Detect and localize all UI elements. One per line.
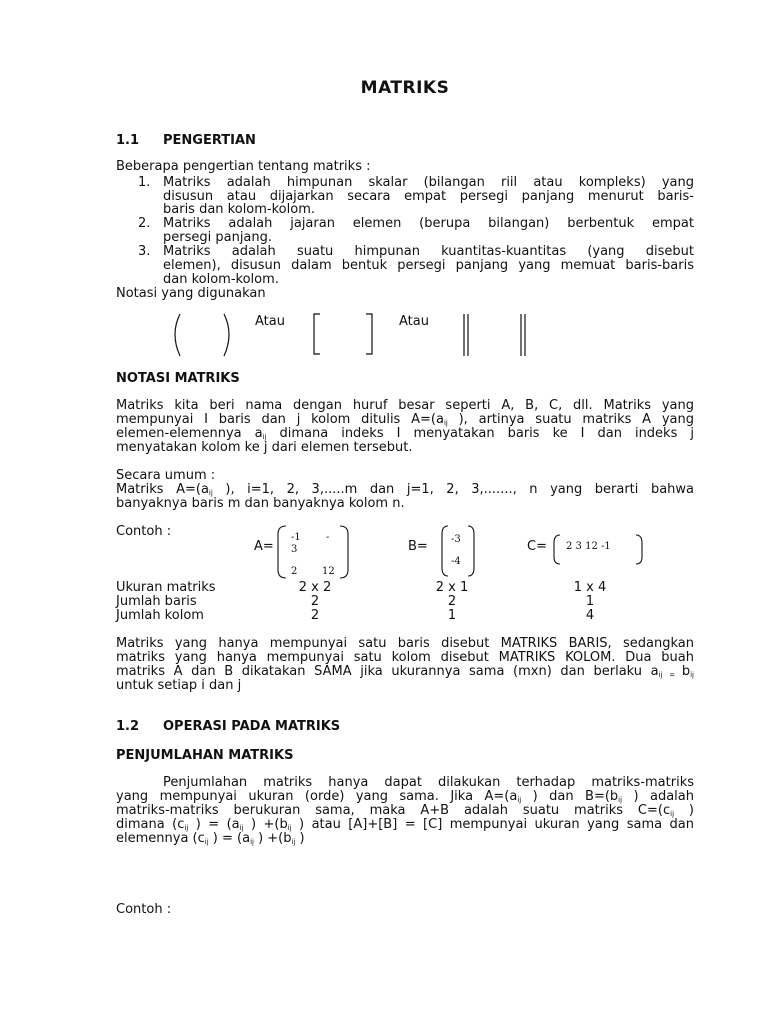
list-item-2-line-2: persegi panjang. [163, 230, 273, 245]
paren-bracket-icon [168, 312, 238, 358]
notasi-heading: NOTASI MATRIKS [116, 371, 240, 386]
info-row-3-a: 2 [310, 608, 320, 623]
notasi-para-line-3: elemen-elemennya $a_{ij}$ dimana indeks I menyatakan baris ke I dan indeks j [116, 426, 694, 441]
baris-kolom-line-3: matriks A dan B dikatakan SAMA jika ukurannya sama (mxn) dan berlaku $a_{ij}$ $_=$ $b_{ij}$ [116, 664, 694, 679]
penjumlahan-line-5: elemennya ($c_{ij}$ ) = ($a_{ij}$ ) $+(b_{ij}$ ) [116, 831, 305, 846]
matrix-a-r1c3: 3 [291, 544, 298, 555]
contoh-label: Contoh : [116, 524, 172, 539]
penjumlahan-line-1: Penjumlahan matriks hanya dapat dilakukan terhadap matriks-matriks [163, 775, 694, 790]
penjumlahan-line-4: dimana ($c_{ij}$ ) = ($a_{ij}$ ) $+(b_{ij}$ ) atau [A]+[B] = [C] mempunyai ukuran yang sama dan [116, 817, 694, 832]
list-item-3-line-3: dan kolom-kolom. [163, 272, 279, 287]
list-number-2: 2. [138, 216, 151, 231]
info-row-2-c: 1 [585, 594, 595, 609]
matrix-b-r2: -4 [451, 556, 461, 567]
matrix-a-r1c2: - [326, 532, 330, 543]
baris-kolom-line-1: Matriks yang hanya mempunyai satu baris disebut MATRIKS BARIS, sedangkan [116, 636, 694, 651]
section-1-2-number: 1.2 [116, 719, 140, 734]
info-row-2-a: 2 [310, 594, 320, 609]
info-row-2-label: Jumlah baris [116, 594, 197, 609]
info-row-1-label: Ukuran matriks [116, 580, 216, 595]
matrix-c-label: C= [527, 539, 547, 554]
list-number-1: 1. [138, 175, 151, 190]
atau-label-2: Atau [399, 314, 429, 329]
baris-kolom-line-2: matriks yang hanya mempunyai satu kolom disebut MATRIKS KOLOM. Dua buah [116, 650, 694, 665]
info-row-1-a: 2 x 2 [298, 580, 332, 595]
list-item-2-line-1: Matriks adalah jajaran elemen (berupa bilangan) berbentuk empat [163, 216, 694, 231]
square-bracket-icon [310, 312, 380, 358]
info-row-2-b: 2 [447, 594, 457, 609]
notasi-para-line-1: Matriks kita beri nama dengan huruf besar seperti A, B, C, dll. Matriks yang [116, 398, 694, 413]
notasi-para-line-4: menyatakan kolom ke j dari elemen tersebut. [116, 440, 413, 455]
list-number-3: 3. [138, 244, 151, 259]
matrix-b-bracket-icon [440, 524, 480, 580]
double-bar-icon [460, 312, 540, 358]
penjumlahan-line-3: matriks-matriks berukuran sama, maka A+B adalah suatu matriks $C=(c_{ij}$ ) [116, 803, 694, 818]
penjumlahan-heading: PENJUMLAHAN MATRIKS [116, 748, 294, 763]
section-1-1-title: PENGERTIAN [163, 133, 256, 148]
list-item-1-line-3: baris dan kolom-kolom. [163, 202, 315, 217]
info-row-1-b: 2 x 1 [435, 580, 469, 595]
umum-line-2: Matriks $A=(a_{ij}$ ), i=1, 2, 3,.....m dan j=1, 2, 3,......., n yang berarti bahwa [116, 482, 694, 497]
notasi-para-line-2: mempunyai I baris dan j kolom ditulis $A=(a_{ij}$ ), artinya suatu matriks A yang [116, 412, 694, 427]
section-1-1-number: 1.1 [116, 133, 140, 148]
list-item-1-line-2: disusun atau dijajarkan secara empat persegi panjang menurut baris- [163, 189, 694, 204]
penjumlahan-line-2: yang mempunyai ukuran (orde) yang sama. Jika $A=(a_{ij}$ ) dan $B=(b_{ij}$ ) adalah [116, 789, 694, 804]
matrix-a-r1c1: -1 [291, 532, 301, 543]
matrix-a-r2c2: 12 [322, 566, 335, 577]
info-row-1-c: 1 x 4 [573, 580, 607, 595]
matrix-c-values: 2 3 12 -1 [566, 541, 611, 552]
matrix-b-r1: -3 [451, 534, 461, 545]
umum-line-1: Secara umum : [116, 468, 216, 483]
info-row-3-c: 4 [585, 608, 595, 623]
list-item-3-line-1: Matriks adalah suatu himpunan kuantitas-kuantitas (yang disebut [163, 244, 694, 259]
matrix-a-r2c1: 2 [291, 566, 298, 577]
matrix-a-label: A= [254, 539, 274, 554]
contoh-label-2: Contoh : [116, 902, 172, 917]
list-item-1-line-1: Matriks adalah himpunan skalar (bilangan riil atau kompleks) yang [163, 175, 694, 190]
list-item-3-line-2: elemen), disusun dalam bentuk persegi panjang yang memuat baris-baris [163, 258, 694, 273]
atau-label-1: Atau [255, 314, 285, 329]
umum-line-3: banyaknya baris m dan banyaknya kolom n. [116, 496, 405, 511]
notation-intro: Notasi yang digunakan [116, 286, 266, 301]
info-row-3-label: Jumlah kolom [116, 608, 204, 623]
matrix-a-bracket-icon [276, 524, 352, 580]
intro-text: Beberapa pengertian tentang matriks : [116, 159, 371, 174]
matrix-b-label: B= [408, 539, 428, 554]
page-title: MATRIKS [360, 78, 450, 98]
section-1-2-title: OPERASI PADA MATRIKS [163, 719, 341, 734]
baris-kolom-line-4: untuk setiap i dan j [116, 678, 242, 693]
info-row-3-b: 1 [447, 608, 457, 623]
